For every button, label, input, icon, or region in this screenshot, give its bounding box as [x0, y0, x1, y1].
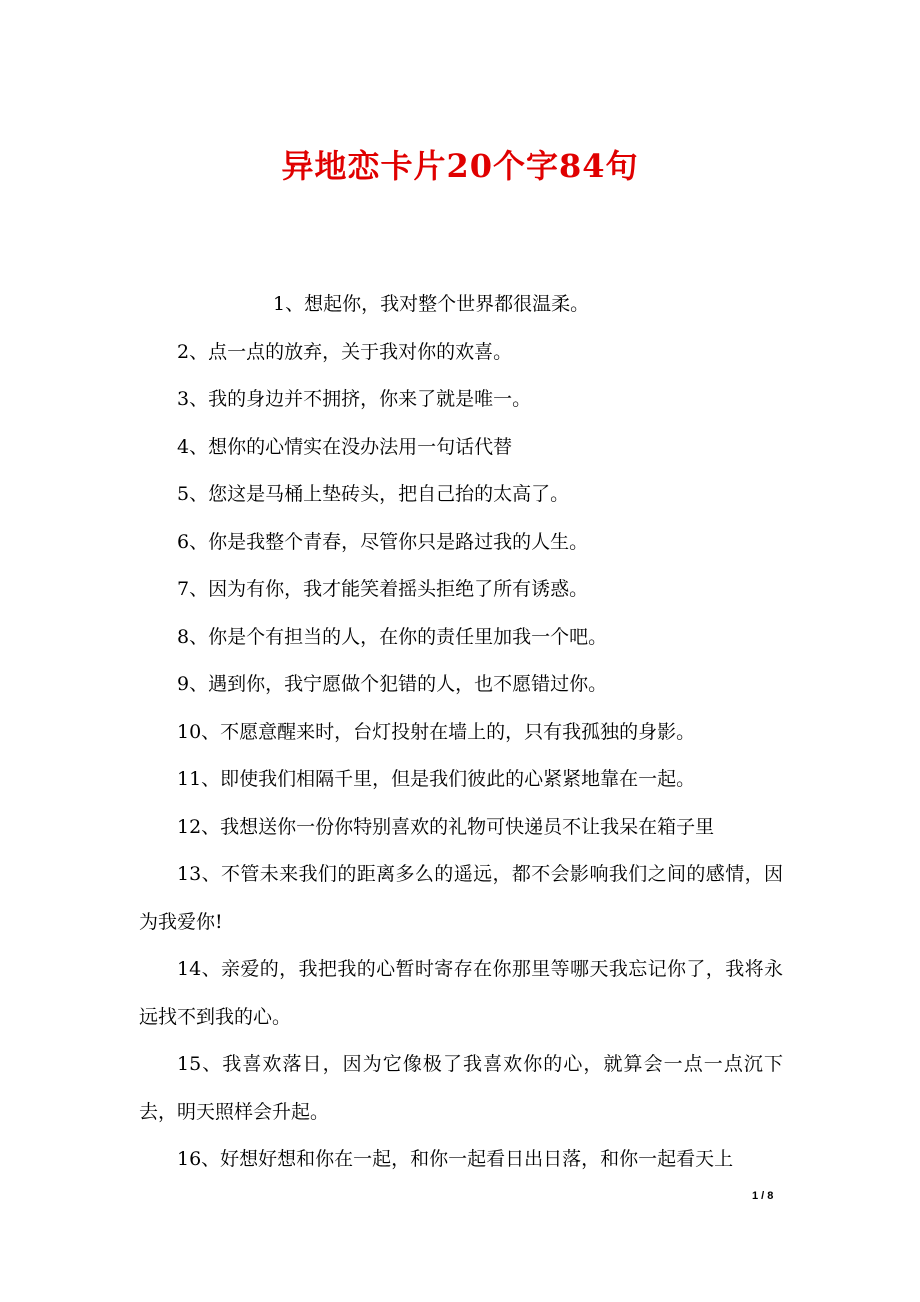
document-body [139, 281, 783, 1184]
paragraph: 1、想起你，我对整个世界都很温柔。 [273, 293, 590, 315]
paragraph: 11、即使我们相隔千里，但是我们彼此的心紧紧地靠在一起。 [177, 768, 696, 790]
paragraph: 14、亲爱的，我把我的心暂时寄存在你那里等哪天我忘记你了，我将永远找不到我的心。 [139, 958, 783, 1028]
paragraph: 2、点一点的放弃，关于我对你的欢喜。 [177, 340, 513, 363]
paragraph: 16、好想好想和你在一起，和你一起看日出日落，和你一起看天上 [177, 1148, 734, 1170]
paragraph: 3、我的身边并不拥挤，你来了就是唯一。 [177, 388, 532, 410]
page-number: 1 / 8 [752, 1190, 774, 1202]
paragraph: 7、因为有你，我才能笑着摇头拒绝了所有诱惑。 [177, 578, 589, 600]
paragraph: 5、您这是马桶上垫砖头，把自己抬的太高了。 [177, 483, 570, 505]
paragraph: 12、我想送你一份你特别喜欢的礼物可快递员不让我呆在箱子里 [177, 815, 715, 838]
paragraph: 15、我喜欢落日，因为它像极了我喜欢你的心，就算会一点一点沉下去，明天照样会升起。 [139, 1053, 783, 1123]
paragraph: 9、遇到你，我宁愿做个犯错的人，也不愿错过你。 [177, 673, 608, 695]
document-title: 异地恋卡片20个字84句 [281, 147, 639, 185]
paragraph: 4、想你的心情实在没办法用一句话代替 [177, 435, 513, 458]
paragraph: 8、你是个有担当的人，在你的责任里加我一个吧。 [177, 625, 608, 648]
paragraph: 13、不管未来我们的距离多么的遥远，都不会影响我们之间的感情，因为我爱你! [139, 863, 783, 933]
paragraph: 10、不愿意醒来时，台灯投射在墙上的，只有我孤独的身影。 [177, 720, 696, 743]
paragraph: 6、你是我整个青春，尽管你只是路过我的人生。 [177, 530, 589, 553]
